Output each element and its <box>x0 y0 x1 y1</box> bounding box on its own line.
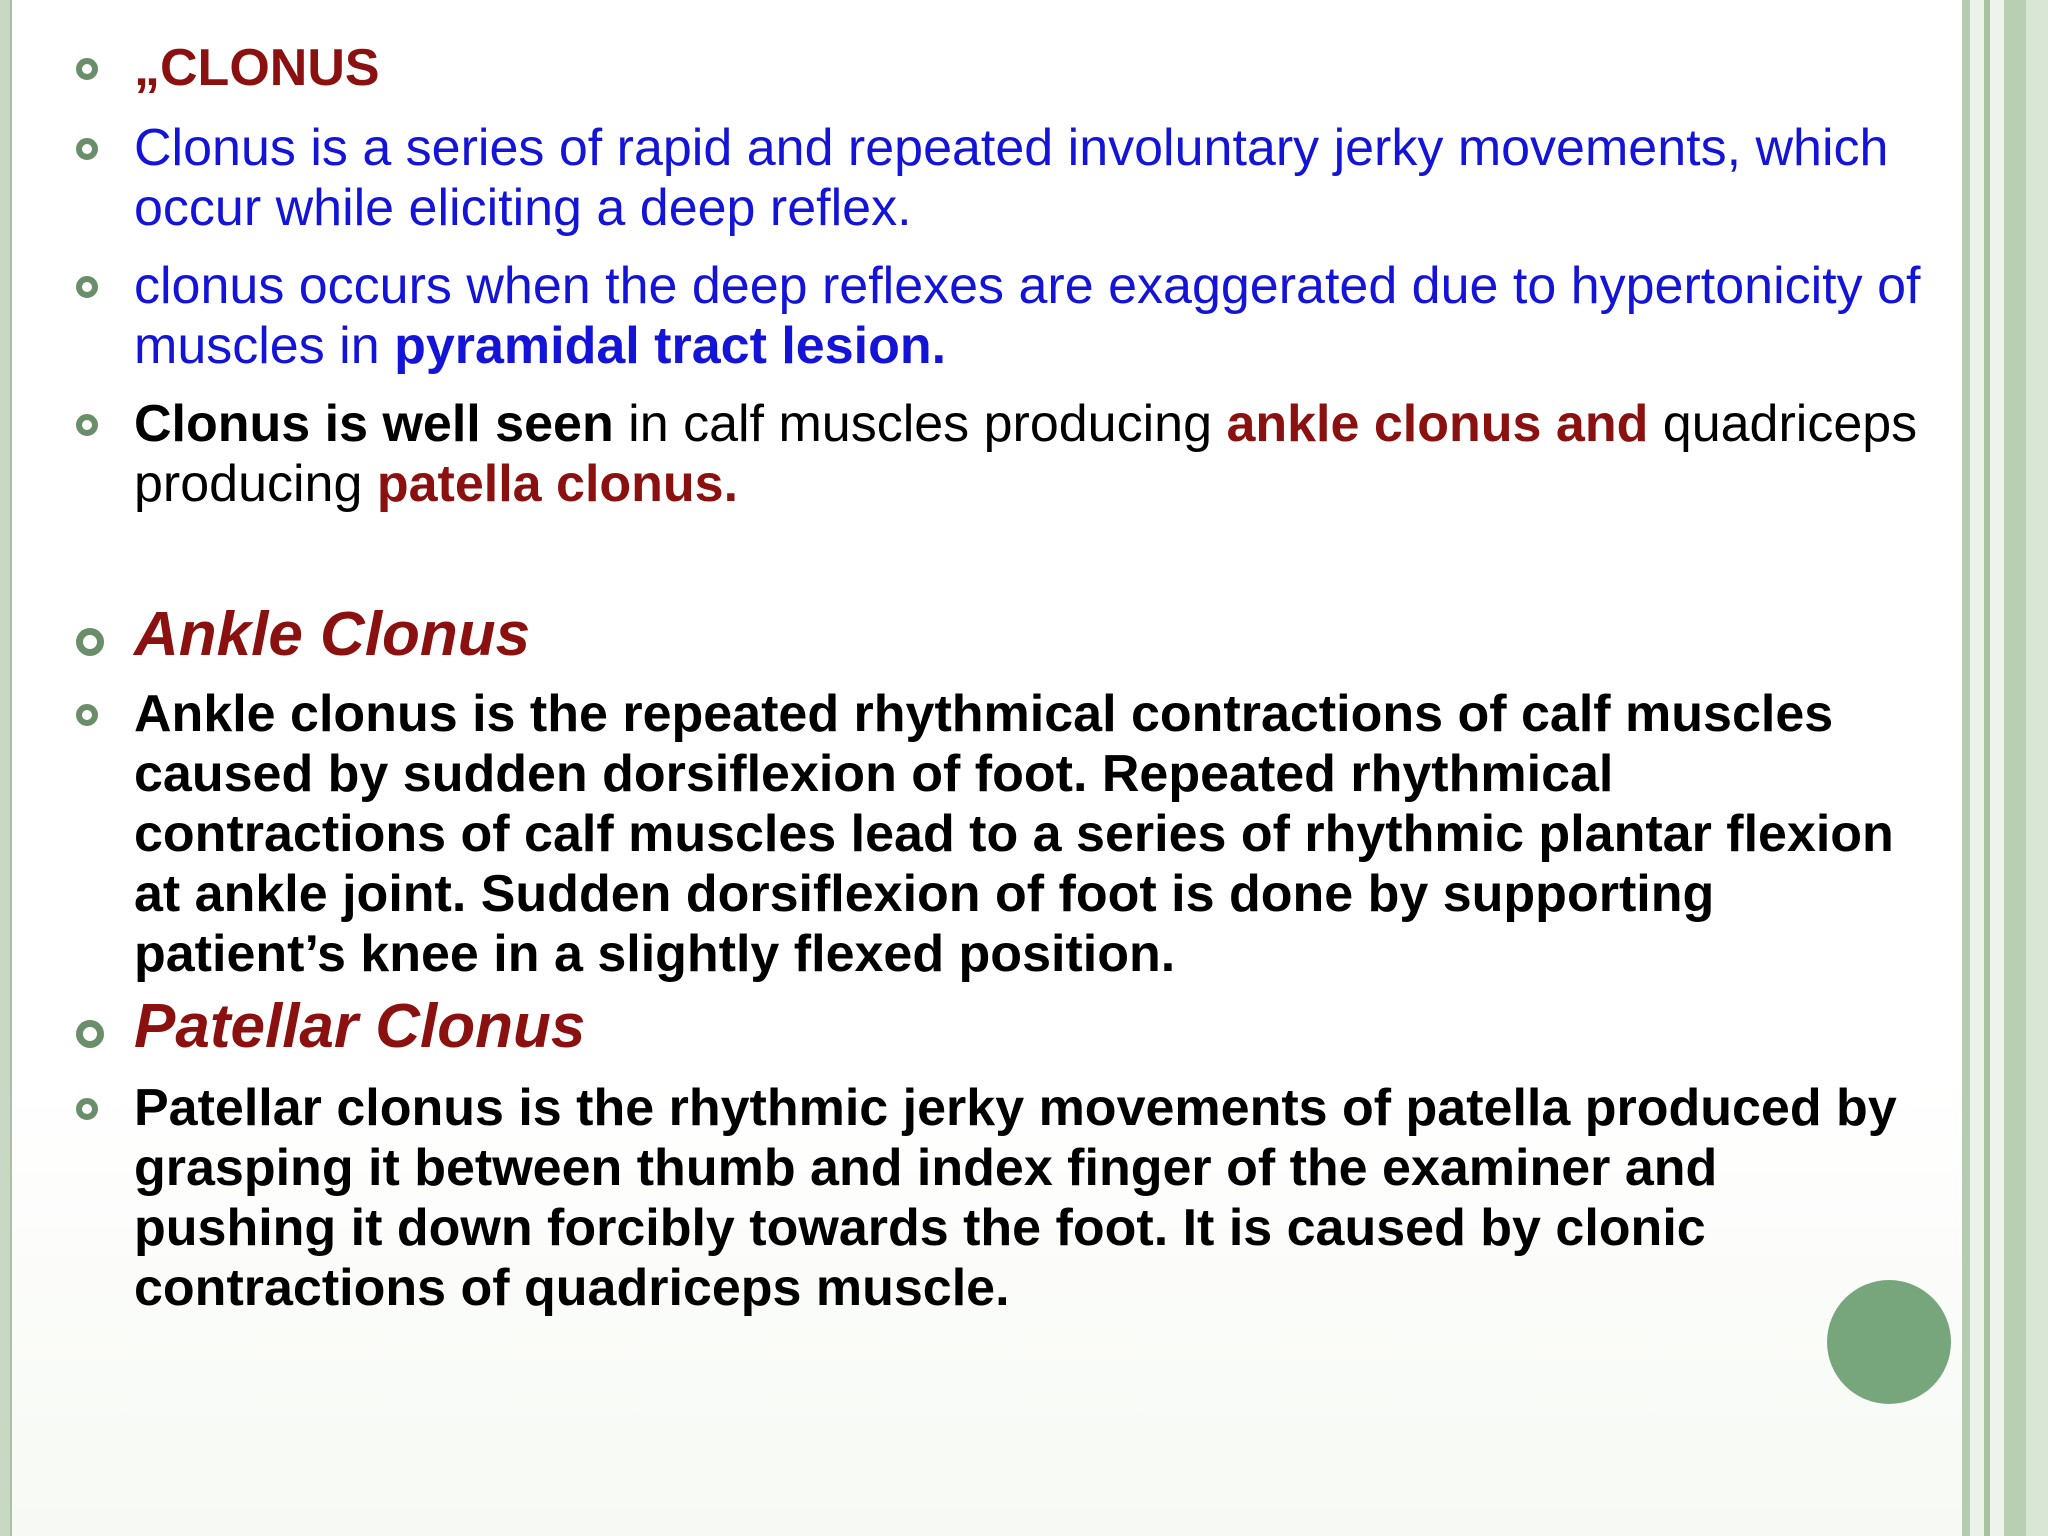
hollow-circle-bullet-icon <box>76 704 98 726</box>
frame-stripe <box>2026 0 2048 1536</box>
ankle-description-text: Ankle clonus is the repeated rhythmical contractions of calf muscles caused by sudden dorsiflexion of foot. Repeated rhythmical contractions of calf muscles lead to a series of rhythmic plantar flexion at ankle joint. Sudden dorsiflexion of foot is done by supporting patient’s knee in a slightly flexed position. <box>134 685 1894 983</box>
location-bold-text: Clonus is well seen <box>134 395 614 453</box>
patellar-clonus-heading: Patellar Clonus <box>134 992 586 1061</box>
right-frame <box>1962 0 2048 1536</box>
frame-stripe <box>2004 0 2026 1536</box>
definition-text: Clonus is a series of rapid and repeated involuntary jerky movements, which occur while eliciting a deep reflex. <box>134 119 1889 237</box>
hollow-circle-bullet-icon <box>76 1098 98 1120</box>
frame-stripe <box>1970 0 1984 1536</box>
cause-bold-text: pyramidal tract lesion. <box>394 317 947 375</box>
bullet-item-ankle-description <box>70 684 1930 984</box>
left-border <box>0 0 12 1536</box>
bullet-item-location <box>70 394 1930 514</box>
hollow-circle-bullet-icon <box>76 138 98 160</box>
clonus-title: „CLONUS <box>134 39 380 97</box>
frame-stripe <box>1990 0 2004 1536</box>
ankle-clonus-heading: Ankle Clonus <box>134 600 531 669</box>
bullet-list <box>70 38 1930 1318</box>
hollow-circle-bullet-icon <box>76 414 98 436</box>
hollow-circle-bullet-icon <box>76 276 98 298</box>
frame-stripe <box>1962 0 1970 1536</box>
bullet-item-cause <box>70 256 1930 376</box>
hollow-circle-bullet-icon <box>76 628 104 656</box>
bullet-item-definition <box>70 118 1930 238</box>
cause-text: clonus occurs when the deep reflexes are exaggerated due to hypertonicity of muscles in <box>134 257 1921 375</box>
quadriceps-text: quadriceps producing <box>134 395 1918 513</box>
bullet-item-patellar-heading <box>70 992 1930 1068</box>
ankle-clonus-term: ankle clonus and <box>1226 395 1649 453</box>
hollow-circle-bullet-icon <box>76 58 98 80</box>
hollow-circle-bullet-icon <box>76 1020 104 1048</box>
bullet-item-clonus-title <box>70 38 1930 108</box>
patella-clonus-term: patella clonus. <box>376 455 739 513</box>
location-text: in calf muscles producing <box>613 395 1227 453</box>
bullet-item-patellar-description <box>70 1078 1930 1318</box>
patellar-description-text: Patellar clonus is the rhythmic jerky movements of patella produced by grasping it between thumb and index finger of the examiner and pushing it down forcibly towards the foot. It is caused by clonic contractions of quadriceps muscle. <box>134 1079 1897 1317</box>
bullet-item-ankle-heading <box>70 600 1930 676</box>
